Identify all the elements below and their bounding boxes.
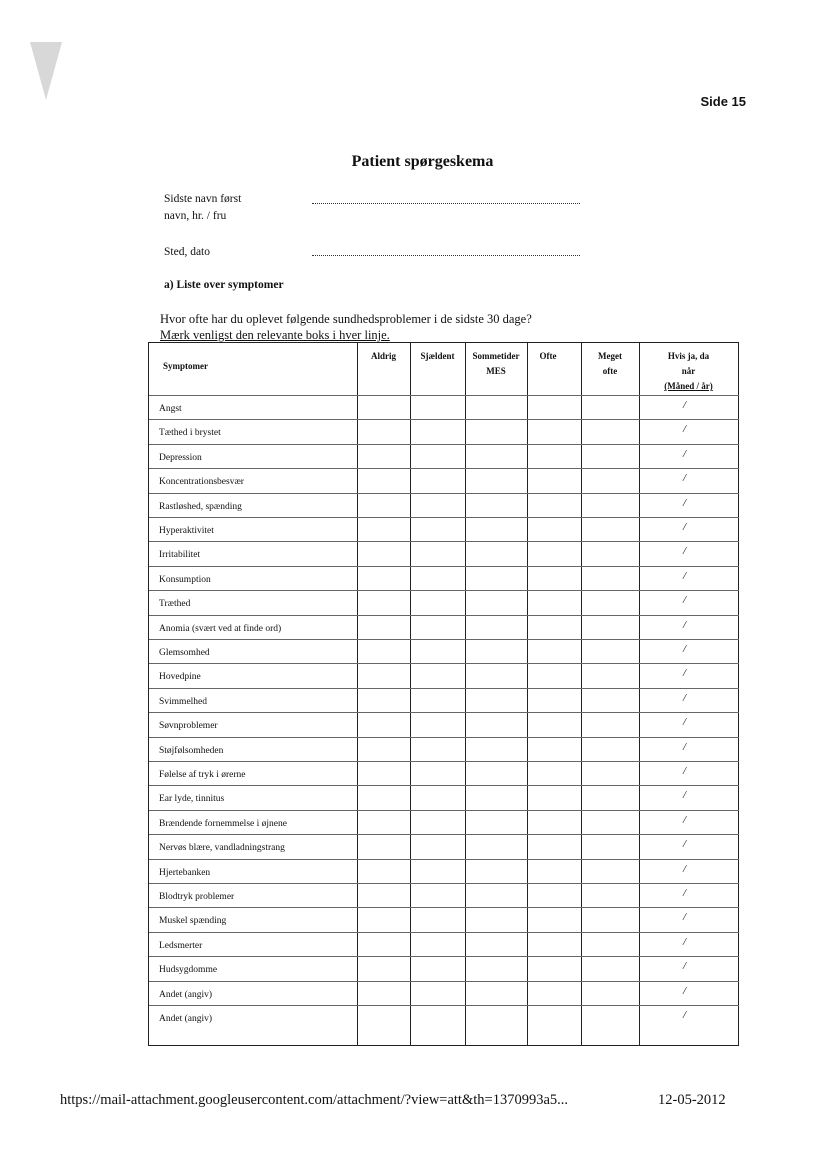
table-row-divider	[149, 859, 739, 860]
date-slash: /	[683, 911, 687, 924]
symptom-label: Støjfølsomheden	[159, 745, 224, 756]
table-row-divider	[149, 566, 739, 567]
header-rarely: Sjældent	[420, 351, 455, 361]
header-sometimes-line1: Sommetider	[472, 351, 520, 361]
symptom-label: Tæthed i brystet	[159, 428, 221, 439]
table-row-divider	[149, 590, 739, 591]
column-divider	[465, 343, 466, 1045]
date-slash: /	[683, 521, 687, 533]
table-row-divider	[149, 883, 739, 884]
header-when-line1: Hvis ja, da	[667, 351, 710, 361]
symptom-label: Svimmelhed	[159, 696, 208, 707]
footer-url: https://mail-attachment.googleusercontent.com/attachment/?view=att&th=1370993a5...	[60, 1092, 569, 1108]
field-label-name	[164, 191, 241, 225]
header-very-often-line1: Meget	[598, 351, 622, 361]
date-slash: /	[683, 569, 687, 582]
field-label-name-line2: navn, hr. / fru	[164, 210, 227, 222]
page-title: Patient spørgeskema	[351, 153, 494, 170]
table-row-divider	[149, 663, 739, 664]
table-row-divider	[149, 541, 739, 542]
symptom-label: Ledsmerter	[159, 940, 203, 951]
table-row-divider	[149, 493, 739, 494]
name-input-line[interactable]	[312, 203, 580, 204]
date-slash: /	[683, 789, 687, 802]
header-sometimes	[465, 349, 527, 379]
date-slash: /	[683, 935, 687, 948]
column-divider	[639, 343, 640, 1045]
table-row-divider	[149, 419, 739, 420]
table-row-divider	[149, 517, 739, 518]
symptom-label: Hjertebanken	[159, 867, 211, 878]
date-slash: /	[683, 667, 687, 680]
symptom-label: Hovedpine	[159, 672, 201, 683]
symptom-label: Blodtryk problemer	[159, 892, 235, 902]
header-symptoms: Symptomer	[163, 361, 208, 371]
date-slash: /	[683, 887, 687, 899]
date-slash: /	[683, 618, 687, 631]
date-slash: /	[683, 716, 687, 729]
table-row-divider	[149, 785, 739, 786]
symptom-label: Hyperaktivitet	[159, 526, 214, 536]
scan-artifact	[30, 42, 62, 100]
column-divider	[738, 343, 739, 1045]
date-slash: /	[683, 1009, 687, 1021]
date-slash: /	[683, 545, 687, 558]
table-row-divider	[149, 1005, 739, 1006]
symptom-label: Følelse af tryk i ørerne	[159, 770, 246, 780]
table-row-divider	[149, 834, 739, 835]
symptom-label: Depression	[159, 452, 202, 463]
symptom-label: Hudsygdomme	[159, 965, 218, 976]
date-slash: /	[683, 691, 687, 704]
page-number: Side 15	[700, 94, 746, 109]
table-row-divider	[149, 737, 739, 738]
date-slash: /	[683, 813, 687, 826]
table-row-divider	[149, 639, 739, 640]
table-row-divider	[149, 395, 739, 396]
place-date-input-line[interactable]	[312, 255, 580, 256]
symptom-label: Søvnproblemer	[159, 721, 218, 732]
table-row-divider	[149, 907, 739, 908]
symptom-label: Ear lyde, tinnitus	[159, 794, 225, 805]
question-block	[160, 311, 532, 343]
table-row-divider	[149, 444, 739, 445]
date-slash: /	[683, 399, 687, 411]
date-slash: /	[683, 496, 687, 509]
header-very-often-line2: ofte	[602, 366, 618, 376]
symptom-table	[148, 342, 739, 1046]
symptom-label: Andet (angiv)	[159, 989, 213, 1000]
symptom-label: Glemsomhed	[159, 648, 210, 658]
date-slash: /	[683, 472, 687, 485]
date-slash: /	[683, 643, 687, 655]
date-slash: /	[683, 838, 687, 851]
symptom-label: Angst	[159, 404, 182, 414]
table-row-divider	[149, 981, 739, 982]
header-when	[639, 349, 738, 394]
field-label-name-line1: Sidste navn først	[164, 193, 242, 205]
symptom-label: Andet (angiv)	[159, 1014, 213, 1024]
date-slash: /	[683, 960, 687, 973]
table-row-divider	[149, 615, 739, 616]
column-divider	[357, 343, 358, 1045]
field-label-place-date: Sted, dato	[164, 246, 210, 258]
header-when-line2: når	[681, 366, 696, 376]
column-divider	[581, 343, 582, 1045]
table-row-divider	[149, 761, 739, 762]
table-row-divider	[149, 688, 739, 689]
date-slash: /	[683, 765, 687, 777]
date-slash: /	[683, 984, 687, 997]
date-slash: /	[683, 423, 687, 436]
date-slash: /	[683, 594, 687, 607]
table-row-divider	[149, 712, 739, 713]
date-slash: /	[683, 447, 687, 460]
symptom-label: Træthed	[159, 599, 191, 610]
question-instruction: Mærk venligst den relevante boks i hver linje.	[160, 328, 390, 342]
question-text: Hvor ofte har du oplevet følgende sundhedsproblemer i de sidste 30 dage?	[160, 312, 532, 326]
symptom-label: Koncentrationsbesvær	[159, 477, 244, 488]
header-often: Ofte	[539, 351, 557, 361]
symptom-label: Brændende fornemmelse i øjnene	[159, 818, 287, 829]
header-very-often	[581, 349, 639, 379]
table-row-divider	[149, 810, 739, 811]
header-sometimes-line2: MES	[486, 366, 506, 376]
symptom-label: Nervøs blære, vandladningstrang	[159, 843, 285, 854]
symptom-label: Konsumption	[159, 574, 211, 585]
column-divider	[410, 343, 411, 1045]
symptom-label: Rastløshed, spænding	[159, 501, 242, 512]
table-row-divider	[149, 468, 739, 469]
date-slash: /	[683, 862, 687, 875]
table-row-divider	[149, 956, 739, 957]
header-never: Aldrig	[370, 351, 396, 361]
footer-date: 12-05-2012	[658, 1092, 726, 1108]
section-heading: a) Liste over symptomer	[164, 279, 284, 291]
column-divider	[527, 343, 528, 1045]
table-row-divider	[149, 932, 739, 933]
symptom-label: Anomia (svært ved at finde ord)	[159, 623, 282, 634]
symptom-label: Irritabilitet	[159, 550, 201, 561]
date-slash: /	[683, 740, 687, 753]
symptom-label: Muskel spænding	[159, 916, 227, 927]
header-when-line3: (Måned / år)	[664, 381, 713, 391]
